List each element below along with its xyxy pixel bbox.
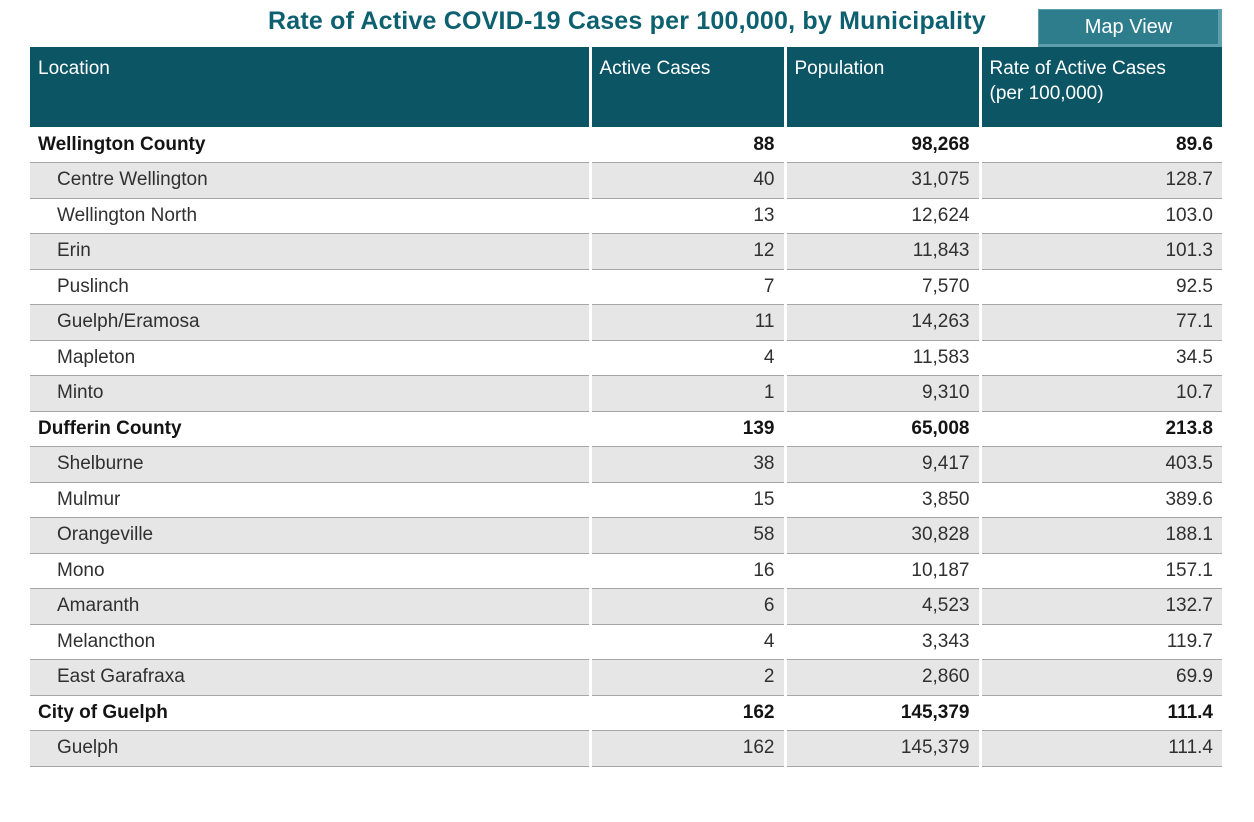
location-cell: Erin bbox=[30, 234, 590, 270]
location-cell: Mono bbox=[30, 553, 590, 589]
rate-cell: 157.1 bbox=[980, 553, 1222, 589]
location-cell: Mapleton bbox=[30, 340, 590, 376]
table-row[interactable] bbox=[30, 376, 1222, 412]
table-row[interactable] bbox=[30, 305, 1222, 341]
table-row[interactable] bbox=[30, 482, 1222, 518]
population-cell: 31,075 bbox=[785, 163, 980, 199]
table-row[interactable] bbox=[30, 269, 1222, 305]
map-view-button[interactable]: Map View bbox=[1038, 9, 1222, 47]
location-cell: East Garafraxa bbox=[30, 660, 590, 696]
active-cases-cell: 162 bbox=[590, 695, 785, 731]
location-cell: Melancthon bbox=[30, 624, 590, 660]
population-cell: 4,523 bbox=[785, 589, 980, 625]
table-header bbox=[30, 47, 1222, 127]
table-row[interactable] bbox=[30, 163, 1222, 199]
rate-cell: 101.3 bbox=[980, 234, 1222, 270]
active-cases-cell: 139 bbox=[590, 411, 785, 447]
location-cell: Wellington North bbox=[30, 198, 590, 234]
rate-cell: 69.9 bbox=[980, 660, 1222, 696]
active-cases-cell: 7 bbox=[590, 269, 785, 305]
table-row[interactable] bbox=[30, 731, 1222, 767]
population-cell: 11,843 bbox=[785, 234, 980, 270]
rate-cell: 132.7 bbox=[980, 589, 1222, 625]
active-cases-cell: 4 bbox=[590, 624, 785, 660]
active-cases-cell: 58 bbox=[590, 518, 785, 554]
table-row[interactable] bbox=[30, 553, 1222, 589]
rate-cell: 389.6 bbox=[980, 482, 1222, 518]
population-cell: 11,583 bbox=[785, 340, 980, 376]
rate-cell: 89.6 bbox=[980, 127, 1222, 163]
active-cases-cell: 12 bbox=[590, 234, 785, 270]
location-cell: Centre Wellington bbox=[30, 163, 590, 199]
active-cases-cell: 1 bbox=[590, 376, 785, 412]
population-cell: 30,828 bbox=[785, 518, 980, 554]
location-cell: Guelph bbox=[30, 731, 590, 767]
active-cases-cell: 11 bbox=[590, 305, 785, 341]
population-cell: 145,379 bbox=[785, 731, 980, 767]
rate-cell: 188.1 bbox=[980, 518, 1222, 554]
table-row[interactable] bbox=[30, 234, 1222, 270]
active-cases-cell: 6 bbox=[590, 589, 785, 625]
location-cell: Guelph/Eramosa bbox=[30, 305, 590, 341]
location-cell: Wellington County bbox=[30, 127, 590, 163]
table-row[interactable] bbox=[30, 340, 1222, 376]
population-cell: 7,570 bbox=[785, 269, 980, 305]
rate-cell: 111.4 bbox=[980, 731, 1222, 767]
active-cases-cell: 13 bbox=[590, 198, 785, 234]
population-cell: 3,343 bbox=[785, 624, 980, 660]
active-cases-cell: 15 bbox=[590, 482, 785, 518]
location-cell: Amaranth bbox=[30, 589, 590, 625]
active-cases-cell: 38 bbox=[590, 447, 785, 483]
column-header-rate[interactable] bbox=[980, 47, 1222, 127]
table-row[interactable] bbox=[30, 589, 1222, 625]
table-row[interactable] bbox=[30, 518, 1222, 554]
active-cases-cell: 4 bbox=[590, 340, 785, 376]
location-cell: City of Guelph bbox=[30, 695, 590, 731]
table-row-group[interactable] bbox=[30, 695, 1222, 731]
page-title: Rate of Active COVID-19 Cases per 100,000, by Municipality bbox=[268, 7, 986, 35]
active-cases-cell: 40 bbox=[590, 163, 785, 199]
population-cell: 9,417 bbox=[785, 447, 980, 483]
location-cell: Orangeville bbox=[30, 518, 590, 554]
table-body bbox=[30, 127, 1222, 766]
rate-cell: 213.8 bbox=[980, 411, 1222, 447]
rate-cell: 128.7 bbox=[980, 163, 1222, 199]
table-header-row bbox=[30, 47, 1222, 127]
population-cell: 2,860 bbox=[785, 660, 980, 696]
population-cell: 65,008 bbox=[785, 411, 980, 447]
table-row[interactable] bbox=[30, 624, 1222, 660]
population-cell: 12,624 bbox=[785, 198, 980, 234]
rate-cell: 403.5 bbox=[980, 447, 1222, 483]
table-row[interactable] bbox=[30, 198, 1222, 234]
covid-rate-table bbox=[30, 47, 1222, 767]
table-row[interactable] bbox=[30, 660, 1222, 696]
active-cases-cell: 88 bbox=[590, 127, 785, 163]
population-cell: 145,379 bbox=[785, 695, 980, 731]
rate-cell: 77.1 bbox=[980, 305, 1222, 341]
location-cell: Puslinch bbox=[30, 269, 590, 305]
population-cell: 10,187 bbox=[785, 553, 980, 589]
rate-cell: 34.5 bbox=[980, 340, 1222, 376]
location-cell: Dufferin County bbox=[30, 411, 590, 447]
rate-cell: 92.5 bbox=[980, 269, 1222, 305]
column-header-location[interactable]: Location bbox=[30, 47, 590, 127]
population-cell: 98,268 bbox=[785, 127, 980, 163]
location-cell: Shelburne bbox=[30, 447, 590, 483]
column-header-rate-label: Rate of Active Cases (per 100,000) bbox=[989, 58, 1166, 104]
rate-cell: 111.4 bbox=[980, 695, 1222, 731]
active-cases-cell: 2 bbox=[590, 660, 785, 696]
rate-cell: 10.7 bbox=[980, 376, 1222, 412]
population-cell: 14,263 bbox=[785, 305, 980, 341]
population-cell: 9,310 bbox=[785, 376, 980, 412]
rate-cell: 103.0 bbox=[980, 198, 1222, 234]
location-cell: Minto bbox=[30, 376, 590, 412]
population-cell: 3,850 bbox=[785, 482, 980, 518]
column-header-active-cases[interactable]: Active Cases bbox=[590, 47, 785, 127]
active-cases-cell: 16 bbox=[590, 553, 785, 589]
table-row[interactable] bbox=[30, 447, 1222, 483]
active-cases-cell: 162 bbox=[590, 731, 785, 767]
table-row-group[interactable] bbox=[30, 127, 1222, 163]
table-row-group[interactable] bbox=[30, 411, 1222, 447]
rate-cell: 119.7 bbox=[980, 624, 1222, 660]
column-header-population[interactable]: Population bbox=[785, 47, 980, 127]
location-cell: Mulmur bbox=[30, 482, 590, 518]
